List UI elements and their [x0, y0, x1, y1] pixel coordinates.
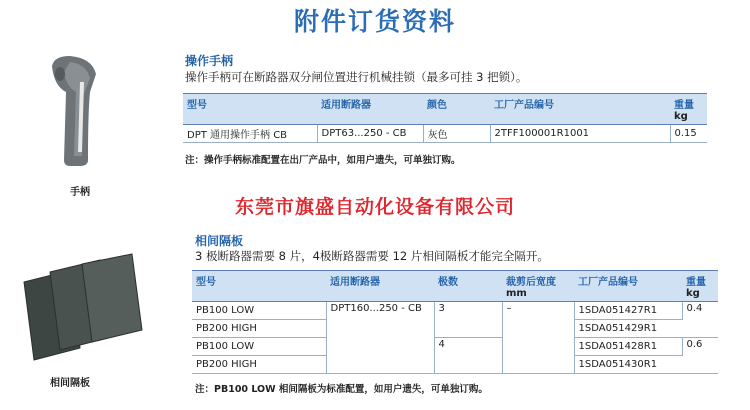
- col-weight: 重量 kg: [682, 271, 718, 302]
- handle-caption: 手柄: [70, 187, 90, 198]
- handle-table: [183, 93, 707, 143]
- cell-breaker: DPT63...250 - CB: [317, 125, 423, 143]
- barrier-note: 注：PB100 LOW 相间隔板为标准配置，如用户遗失，可单独订购。: [195, 384, 488, 395]
- cell-code: 1SDA051430R1: [574, 356, 682, 374]
- cell-weight: 0.6: [682, 338, 718, 374]
- col-model: 型号: [192, 271, 326, 302]
- page-title: 附件订货资料: [293, 7, 456, 36]
- col-breaker: 适用断路器: [317, 94, 423, 125]
- company-watermark: 东莞市旗盛自动化设备有限公司: [234, 196, 515, 218]
- handle-note: 注：操作手柄标准配置在出厂产品中，如用户遗失，可单独订购。: [185, 155, 461, 166]
- table-row: [183, 125, 707, 143]
- col-code: 工厂产品编号: [574, 271, 682, 302]
- barrier-caption: 相间隔板: [50, 378, 90, 389]
- handle-section-title: 操作手柄: [185, 54, 234, 68]
- col-poles: 极数: [434, 271, 502, 302]
- table-row: [192, 338, 718, 356]
- cell-model: PB200 HIGH: [192, 320, 326, 338]
- cell-poles: 4: [434, 338, 502, 374]
- handle-description: 操作手柄可在断路器双分闸位置进行机械挂锁（最多可挂 3 把锁）。: [185, 70, 528, 84]
- cell-code: 1SDA051429R1: [574, 320, 682, 338]
- cell-code: 1SDA051428R1: [574, 338, 682, 356]
- cell-model: PB100 LOW: [192, 302, 326, 320]
- cell-breaker: DPT160...250 - CB: [326, 302, 434, 374]
- table-header-row: [183, 94, 707, 125]
- barrier-description: 3 极断路器需要 8 片，4极断路器需要 12 片相间隔板才能完全隔开。: [195, 249, 549, 263]
- cell-model: PB200 HIGH: [192, 356, 326, 374]
- cell-weight: 0.4: [682, 302, 718, 338]
- col-code: 工厂产品编号: [490, 94, 670, 125]
- barrier-plates-image: [20, 250, 150, 368]
- cell-code: 1SDA051427R1: [574, 302, 682, 320]
- col-breaker: 适用断路器: [326, 271, 434, 302]
- cell-weight: 0.15: [670, 125, 707, 143]
- cell-color: 灰色: [423, 125, 490, 143]
- col-color: 颜色: [423, 94, 490, 125]
- handle-image: [40, 52, 110, 172]
- table-header-row: [192, 271, 718, 302]
- cell-poles: 3: [434, 302, 502, 338]
- barrier-table: [192, 270, 718, 374]
- col-model: 型号: [183, 94, 317, 125]
- barrier-section-title: 相间隔板: [195, 234, 244, 248]
- cell-model: DPT 通用操作手柄 CB: [183, 125, 317, 143]
- col-width: 裁剪后宽度 mm: [502, 271, 574, 302]
- cell-code: 2TFF100001R1001: [490, 125, 670, 143]
- table-row: [192, 302, 718, 320]
- cell-model: PB100 LOW: [192, 338, 326, 356]
- cell-width: –: [502, 302, 574, 374]
- col-weight: 重量 kg: [670, 94, 707, 125]
